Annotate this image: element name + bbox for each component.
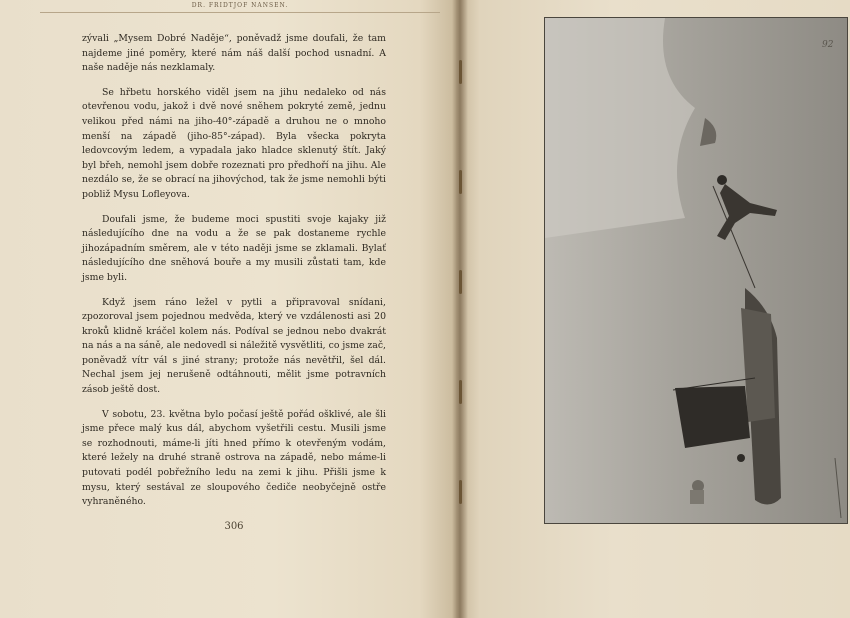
paragraph-5: V sobotu, 23. května bylo počasí ještě pořád ošklivé, ale šli jsme přece malý kus dál, abychom vyšetřili cestu. Musili jsme se rozhodnouti, máme-li jíti hned přímo k otevřeným vodám, které ležely na druhé straně ostrova na západě, nebo máme-li putovati podél pobřežního ledu na zemi k jihu. Přišli jsme k mysu, který sestával ze sloupového čediče neobyčejně ostře vyhraněného. (82, 408, 386, 508)
illustration-plate (544, 17, 848, 524)
body-text (82, 32, 386, 520)
paragraph-1: zývali „Mysem Dobré Naděje“, poněvadž jsme doufali, že tam najdeme jiné poměry, které nám náš další pochod usnadní. A naše naděje nás nezklamaly. (82, 33, 386, 74)
plate-mark: 92 (822, 40, 834, 50)
binding-stitch (459, 170, 462, 194)
arctic-scene-illustration (545, 18, 847, 523)
paragraph-2: Se hřbetu horského viděl jsem na jihu nedaleko od nás otevřenou vodu, jakož i dvě nové sněhem pokryté země, jednu velikou před námi na jiho-40°-západě a druhou ne o mnoho menší na západě (jiho-85°-západ). Byla všecka pokryta ledovcovým ledem, a vypadala jako hladce sklenutý štít. Jaký byl břeh, nemohl jsem dobře rozeznati pro předhoří na jihu. Ale nezdálo se, že se obrací na jihovýchod, tak že jsme nemohli býti pobliž Mysu Lofleyova. (82, 86, 386, 200)
binding-stitch (459, 480, 462, 504)
page-number: 306 (224, 521, 244, 532)
binding-stitch (459, 270, 462, 294)
binding-stitch (459, 60, 462, 84)
running-head: DR. FRIDTJOF NANSEN. (40, 2, 440, 13)
book-gutter (452, 0, 468, 618)
paragraph-4: Když jsem ráno ležel v pytli a připravoval snídani, zpozoroval jsem pojednou medvěda, který ve vzdálenosti asi 20 kroků klidně kráčel kolem nás. Podíval se jednou nebo dvakrát na nás a na sáně, ale nedovedl si náležitě vysvětliti, co jsme zač, poněvadž vítr vál s jiné strany; protože nás nevětřil, šel dál. Nechal jsem jej nerušeně odtáhnouti, mělit jsme potravních zásob ještě dost. (82, 296, 386, 396)
paragraph-3: Doufali jsme, že budeme moci spustiti svoje kajaky již následujícího dne na vodu a že se pak dostaneme rychle jihozápadním směrem, ale v této naději jsme se zklamali. Bylať následujícího dne sněhová bouře a my musili zůstati tam, kde jsme byli. (82, 213, 386, 283)
binding-stitch (459, 380, 462, 404)
